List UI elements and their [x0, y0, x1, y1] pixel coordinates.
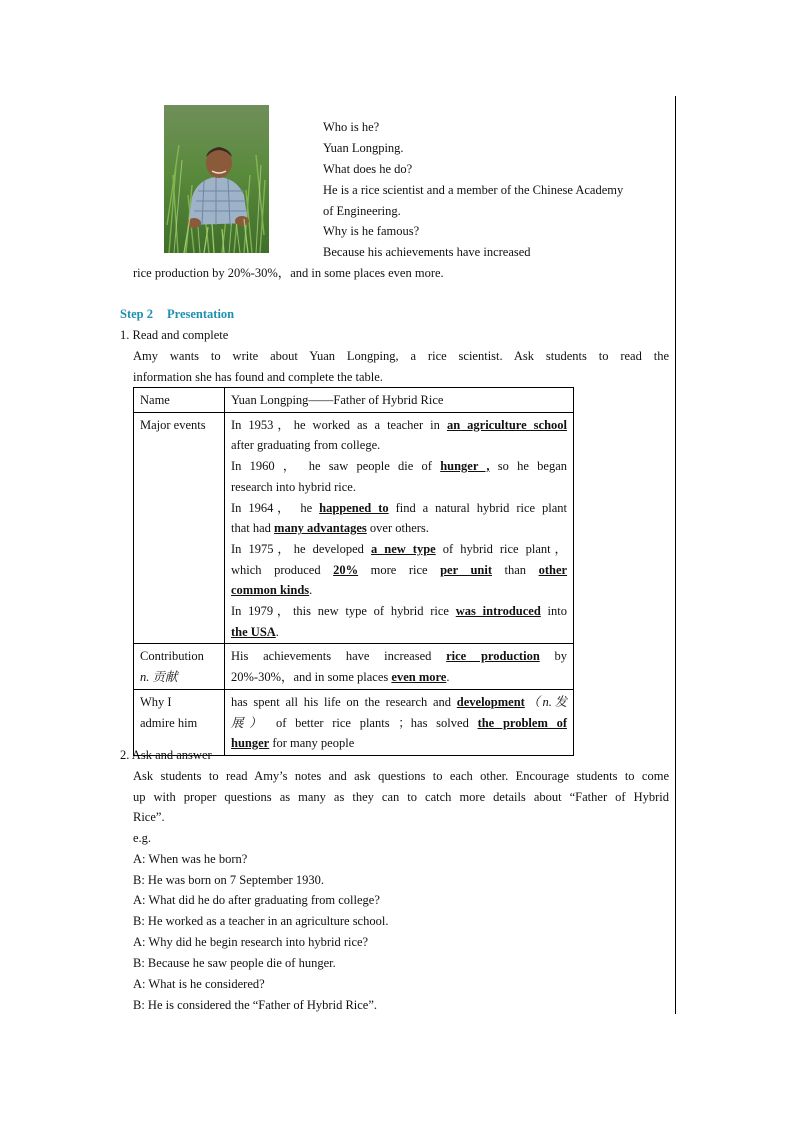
event-line [231, 622, 567, 643]
event-line [231, 456, 567, 477]
event-text: . [309, 583, 313, 598]
event-text: over others. [369, 521, 429, 536]
dialogue-line: A: What did he do after graduating from college? [133, 893, 380, 907]
events-cell [225, 412, 574, 644]
admire-text: of better rice plants ；has solved [275, 715, 469, 730]
part1-heading: 1. Read and complete [120, 328, 229, 342]
dialogue-line: B: He was born on 7 September 1930. [133, 873, 324, 887]
table-row [134, 689, 574, 755]
dialogue-line: B: He is considered the “Father of Hybrid Rice”. [133, 998, 378, 1012]
answer-blank: a new type [370, 541, 436, 556]
answer-blank: 20% [333, 562, 359, 577]
admire-label: Why I [140, 694, 172, 709]
contribution-line [231, 646, 567, 667]
intro-line-2: Yuan Longping. [323, 141, 404, 155]
table-row [134, 644, 574, 689]
answer-blank: an agriculture school [446, 417, 568, 432]
part1-instruction-1: Amy wants to write about Yuan Longping, a rice scientist. Ask students to read the [133, 349, 669, 363]
event-text: more rice [370, 562, 428, 577]
intro-line-6: Why is he famous? [323, 224, 420, 238]
contribution-text: 20%-30%，and in some places [231, 670, 389, 685]
answer-blank: many advantages [274, 521, 367, 536]
answer-blank: rice production [446, 649, 540, 664]
dialogue-line: B: He worked as a teacher in an agriculture school. [133, 914, 389, 928]
answer-blank: hunger [231, 736, 270, 751]
page-margin-rule [675, 96, 676, 1014]
table-row [134, 412, 574, 644]
event-line [231, 539, 567, 560]
contribution-cell [225, 644, 574, 689]
answer-blank: was introduced [455, 604, 541, 619]
admire-line [231, 733, 567, 754]
contribution-text: . [446, 670, 450, 685]
event-text: In 1960 ， he saw people die of [231, 459, 432, 474]
intro-line-7: Because his achievements have increased [323, 245, 531, 259]
part1-instruction-2: information she has found and complete the table. [133, 370, 383, 384]
event-line [231, 415, 567, 436]
contribution-text: by [554, 649, 568, 664]
step-label: Step 2 [120, 307, 153, 321]
part2-heading: 2. Ask and answer [120, 748, 212, 762]
answer-blank: hunger , [440, 459, 490, 474]
step-title: Presentation [167, 307, 235, 321]
part2-instruction-3: Rice”. [133, 810, 165, 824]
chinese-gloss: 展） [231, 715, 268, 730]
contribution-text: His achievements have increased [231, 649, 432, 664]
chinese-gloss: （n.发 [524, 694, 567, 709]
event-text: In 1953，he worked as a teacher in [231, 417, 440, 432]
intro-line-5: of Engineering. [323, 204, 401, 218]
answer-blank: per unit [440, 562, 492, 577]
admire-text: has spent all his life on the research and [231, 694, 452, 709]
intro-line-4: He is a rice scientist and a member of the Chinese Academy [323, 183, 624, 197]
dialogue-line: B: Because he saw people die of hunger. [133, 956, 336, 970]
intro-line-3: What does he do? [323, 162, 413, 176]
event-text: In 1975，he developed [231, 541, 364, 556]
hybrid-rice-table [133, 387, 574, 756]
event-text: In 1979，this new type of hybrid rice [231, 604, 449, 619]
event-text: . [275, 624, 279, 639]
event-line [231, 601, 567, 622]
contribution-label-cell [134, 644, 225, 689]
contribution-label: Contribution [140, 649, 204, 664]
step-heading [120, 306, 234, 323]
event-text: find a natural hybrid rice plant [395, 500, 567, 515]
contribution-note [140, 667, 218, 688]
events-label-cell: Major events [134, 412, 225, 644]
event-text: than [504, 562, 527, 577]
intro-line-1: Who is he? [323, 120, 380, 134]
event-text: so he began [497, 459, 568, 474]
admire-cell [225, 689, 574, 755]
answer-blank: common kinds [231, 583, 310, 598]
admire-text: for many people [272, 736, 355, 751]
answer-blank: happened to [319, 500, 389, 515]
part2-instruction-1: Ask students to read Amy’s notes and ask questions to each other. Encourage students to come [133, 769, 669, 783]
event-text: In 1964， he [231, 500, 313, 515]
event-line [231, 498, 567, 519]
event-text: that had [231, 521, 271, 536]
part2-instruction-2: up with proper questions as many as they can to catch more details about “Father of Hybrid [133, 790, 669, 804]
answer-blank: other [538, 562, 568, 577]
admire-label-cell [134, 689, 225, 755]
admire-label: admire him [140, 715, 198, 730]
name-label-cell: Name [134, 388, 225, 413]
dialogue-line: A: Why did he begin research into hybrid rice? [133, 935, 369, 949]
answer-blank: the USA [231, 624, 276, 639]
event-text: research into hybrid rice. [231, 479, 356, 494]
answer-blank: the problem of [477, 715, 567, 730]
table-row [134, 388, 574, 413]
chinese-gloss: 贡献 [152, 670, 178, 685]
answer-blank: even more [391, 670, 447, 685]
event-text: after graduating from college. [231, 438, 381, 453]
name-value-cell: Yuan Longping——Father of Hybrid Rice [225, 388, 574, 413]
answer-blank: development [456, 694, 525, 709]
part-of-speech: n. [140, 670, 150, 685]
event-text: into [547, 604, 567, 619]
example-label: e.g. [133, 831, 152, 845]
event-line [231, 518, 567, 539]
dialogue-line: A: What is he considered? [133, 977, 265, 991]
dialogue-line: A: When was he born? [133, 852, 248, 866]
portrait-photo [164, 105, 269, 253]
event-text: of hybrid rice plant， [442, 541, 568, 556]
event-line [231, 580, 567, 601]
admire-line [231, 692, 567, 713]
event-text: which produced [231, 562, 321, 577]
event-line [231, 560, 567, 581]
admire-line [231, 713, 567, 734]
contribution-line [231, 667, 567, 688]
intro-last-line: rice production by 20%-30%，and in some places even more. [133, 266, 444, 280]
